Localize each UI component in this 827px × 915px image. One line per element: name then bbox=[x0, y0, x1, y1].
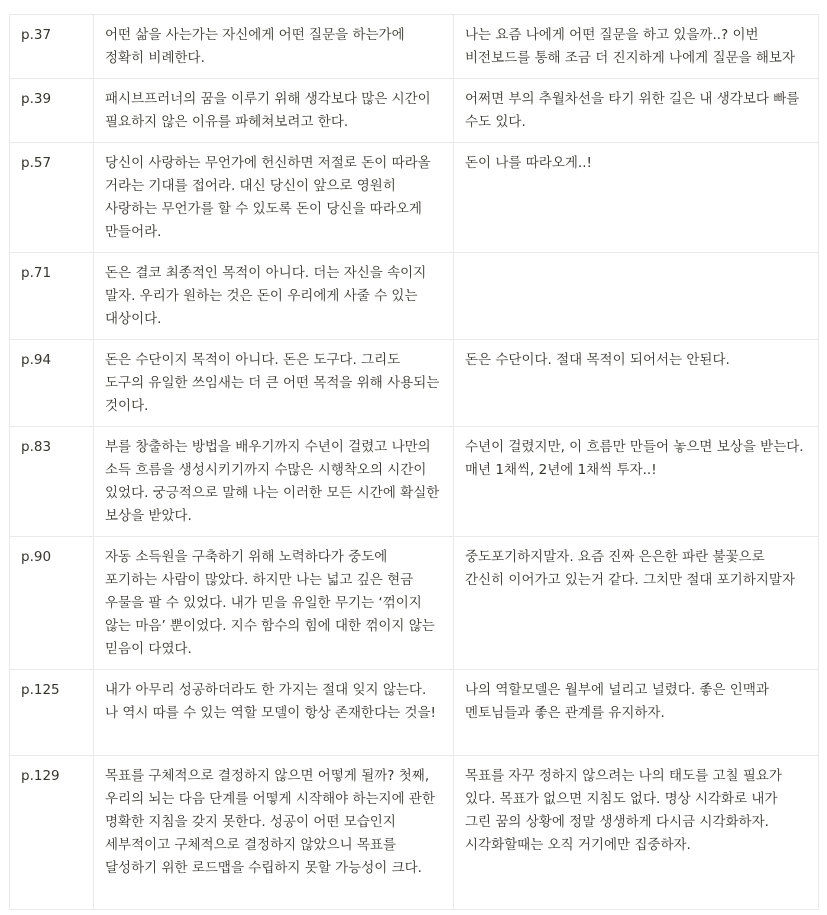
note-cell[interactable]: 수년이 걸렸지만, 이 흐름만 만들어 놓으면 보상을 받는다. 매년 1채씩, 2년에 1채씩 투자..! bbox=[454, 427, 819, 537]
page-number-cell[interactable]: p.90 bbox=[10, 537, 94, 670]
table-row bbox=[10, 79, 819, 143]
note-cell[interactable]: 돈이 나를 따라오게..! bbox=[454, 143, 819, 253]
page-number-cell[interactable]: p.129 bbox=[10, 756, 94, 910]
note-cell[interactable]: 목표를 자꾸 정하지 않으려는 나의 태도를 고칠 필요가 있다. 목표가 없으면 지침도 없다. 명상 시각화로 내가 그린 꿈의 상황에 정말 생생하게 다시금 시각화하자. 시각화할때는 오직 거기에만 집중하자. bbox=[454, 756, 819, 910]
quote-cell[interactable]: 돈은 수단이지 목적이 아니다. 돈은 도구다. 그리도 도구의 유일한 쓰임새는 더 큰 어떤 목적을 위해 사용되는 것이다. bbox=[94, 340, 454, 427]
table-row bbox=[10, 756, 819, 910]
quote-cell[interactable]: 패시브프러너의 꿈을 이루기 위해 생각보다 많은 시간이 필요하지 않은 이유를 파헤쳐보려고 한다. bbox=[94, 79, 454, 143]
table-row bbox=[10, 537, 819, 670]
table-row bbox=[10, 427, 819, 537]
note-cell[interactable]: 나는 요즘 나에게 어떤 질문을 하고 있을까..? 이번 비전보드를 통해 조금 더 진지하게 나에게 질문을 해보자 bbox=[454, 15, 819, 79]
quote-cell[interactable]: 돈은 결코 최종적인 목적이 아니다. 더는 자신을 속이지 말자. 우리가 원하는 것은 돈이 우리에게 사줄 수 있는 대상이다. bbox=[94, 253, 454, 340]
quote-cell[interactable]: 어떤 삶을 사는가는 자신에게 어떤 질문을 하는가에 정확히 비례한다. bbox=[94, 15, 454, 79]
page-number-cell[interactable]: p.83 bbox=[10, 427, 94, 537]
table-row bbox=[10, 143, 819, 253]
note-cell[interactable]: 중도포기하지말자. 요즘 진짜 은은한 파란 불꽃으로 간신히 이어가고 있는거 같다. 그치만 절대 포기하지말자 bbox=[454, 537, 819, 670]
quote-cell[interactable]: 내가 아무리 성공하더라도 한 가지는 절대 잊지 않는다. 나 역시 따를 수 있는 역할 모델이 항상 존재한다는 것을! bbox=[94, 670, 454, 756]
page-number-cell[interactable]: p.57 bbox=[10, 143, 94, 253]
note-cell[interactable]: 나의 역할모델은 월부에 널리고 널렸다. 좋은 인맥과 멘토님들과 좋은 관계를 유지하자. bbox=[454, 670, 819, 756]
page-number-cell[interactable]: p.71 bbox=[10, 253, 94, 340]
table-row bbox=[10, 340, 819, 427]
quote-cell[interactable]: 당신이 사랑하는 무언가에 헌신하면 저절로 돈이 따라올 거라는 기대를 접어라. 대신 당신이 앞으로 영원히 사랑하는 무언가를 할 수 있도록 돈이 당신을 따라오게 만들어라. bbox=[94, 143, 454, 253]
note-cell[interactable] bbox=[454, 253, 819, 340]
table-row bbox=[10, 253, 819, 340]
table-row bbox=[10, 15, 819, 79]
quote-cell[interactable]: 자동 소득원을 구축하기 위해 노력하다가 중도에 포기하는 사람이 많았다. 하지만 나는 넓고 깊은 현금 우물을 팔 수 있었다. 내가 믿을 유일한 무기는 ‘꺾이지 않는 마음’ 뿐이었다. 지수 함수의 힘에 대한 꺾이지 않는 믿음이 다였다. bbox=[94, 537, 454, 670]
quote-cell[interactable]: 목표를 구체적으로 결정하지 않으면 어떻게 될까? 첫째, 우리의 뇌는 다음 단계를 어떻게 시작해야 하는지에 관한 명확한 지침을 갖지 못한다. 성공이 어떤 모습인지 세부적이고 구체적으로 결정하지 않았으니 목표를 달성하기 위한 로드맵을 수립하지 못할 가능성이 크다. bbox=[94, 756, 454, 910]
note-cell[interactable]: 어쩌면 부의 추월차선을 타기 위한 길은 내 생각보다 빠를 수도 있다. bbox=[454, 79, 819, 143]
note-cell[interactable]: 돈은 수단이다. 절대 목적이 되어서는 안된다. bbox=[454, 340, 819, 427]
page-number-cell[interactable]: p.125 bbox=[10, 670, 94, 756]
page-number-cell[interactable]: p.94 bbox=[10, 340, 94, 427]
table-row bbox=[10, 670, 819, 756]
quote-cell[interactable]: 부를 창출하는 방법을 배우기까지 수년이 걸렸고 나만의 소득 흐름을 생성시키기까지 수많은 시행착오의 시간이 있었다. 궁긍적으로 말해 나는 이러한 모든 시간에 확실한 보상을 받았다. bbox=[94, 427, 454, 537]
notes-table bbox=[9, 14, 819, 910]
page-number-cell[interactable]: p.39 bbox=[10, 79, 94, 143]
page-number-cell[interactable]: p.37 bbox=[10, 15, 94, 79]
notes-table-body bbox=[10, 15, 819, 910]
